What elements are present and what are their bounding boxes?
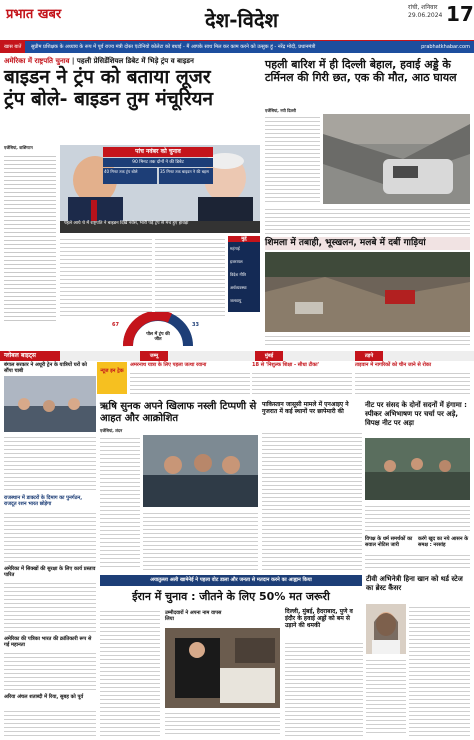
left-head-6: अरिया अंचल शताब्दी में रिया, सुबह को पूर्व: [4, 694, 84, 700]
issues-sidebar: [228, 236, 260, 312]
strip-col1-label: जम्मू: [140, 351, 168, 361]
lead-headline-2: ट्रंप बोले- बाइडन तुम मंचूरियन: [4, 87, 214, 110]
strip-col2-headline: 18 से 'निशुल्क शिक्षा - सीधा टीका': [252, 362, 320, 368]
strip-col2-text: [252, 370, 352, 396]
left-head-3: राजस्थान में डाक्टरों के दिमाग का पुनर्गठन, राजदूत रशन भारत छोड़ेगा: [4, 495, 83, 507]
sunak-dateline: एजेंसियां, लंदन: [100, 428, 123, 433]
poll-widget: [108, 312, 208, 348]
iran-body-1: [100, 608, 160, 736]
issue-date: 29.06.2024: [408, 12, 443, 19]
parliament-photo: [365, 438, 470, 500]
page-number: 17: [446, 2, 474, 26]
strip-col3-headline: ताइवान में नागरिकों को चीन जाने से रोका: [355, 362, 432, 368]
iran-body-2: [165, 710, 280, 736]
left-body-5: [4, 708, 96, 736]
ticker-bar: [0, 41, 474, 53]
shimla-headline: शिमला में तबाही, भूस्खलन, मलबे में दबीं गाड़ियां: [265, 237, 470, 250]
hina-photo: [366, 604, 406, 654]
crowd-photo: [4, 376, 96, 432]
kharge-head: करंगे खुद का नये आसन के समक्ष : नरसांह: [418, 536, 469, 548]
left-body-1: [4, 434, 96, 492]
left-body-2: [4, 510, 96, 564]
left-head-5: अमेरिका की पत्रिका भारत की क्रांतिकारी रूप से गई महानता: [4, 636, 92, 648]
delhi-body-text-2: [265, 206, 470, 236]
shimla-caption: [265, 333, 470, 345]
section-title: देश-विदेश: [205, 8, 279, 32]
delhi-headline: पहली बारिश में ही दिल्ली बेहाल, हवाई अड्डे के टर्मिनल की गिरी छत, एक की मौत, आठ घायल: [265, 58, 457, 84]
iran-photo: [165, 628, 280, 708]
collapsed-roof-photo: [323, 114, 470, 204]
global-bites-label: ग्लोबल बाइट्स: [0, 351, 60, 361]
strip-col1-text: [130, 370, 250, 396]
site-address: prabhatkhabar.com: [421, 44, 470, 50]
news-in-track-badge: न्यूज इन ट्रेक: [97, 362, 127, 394]
neet-body: [365, 503, 470, 533]
delhi-photo: [323, 114, 470, 204]
poll-donut: [108, 312, 208, 348]
strip-col1-headline: अमरनाथ यात्रा के लिए पहला जत्था रवाना: [130, 362, 207, 368]
shimla-photo: [265, 252, 470, 332]
ticker-tag: खास बातें: [0, 41, 25, 53]
lead-kicker: अमेरिका में राष्ट्रपति चुनाव: [4, 57, 70, 65]
left-head-4: अमेरिका में सिक्खों की सुरक्षा के लिए कार्य प्रस्ताव पारित: [4, 566, 96, 578]
left-photo: [4, 376, 96, 432]
sunak-photo: [143, 435, 258, 507]
issue-item: इजरायल: [230, 259, 243, 264]
sunak-body-1: [100, 435, 140, 570]
stat-debate-time: 90 मिनट तक दोनों ने की डिबेट: [103, 158, 213, 167]
poll-right-value: 33: [192, 322, 199, 328]
airport-threat-headline: दिल्ली, मुंबई, हैदराबाद, पुणे व इंदौर के हवाई अड्डों को बम से उड़ाने की धमकी: [285, 608, 353, 629]
poll-left-value: 67: [112, 322, 119, 328]
lead-dateline: एजेंसियां, वाशिंगटन: [4, 145, 33, 150]
hina-body: [409, 604, 470, 736]
left-body-4: [4, 650, 96, 692]
lead-body-col-2: [60, 236, 152, 316]
iran-banner: अयातुल्ला अली खामेनेई ने पहला वोट डाला और जनता से मतदान करने का आह्वान किया: [100, 575, 362, 586]
strip-col3-label: तड़पे: [355, 351, 383, 361]
ticker-text: सुप्रीम प्रशिक्षक के अध्याय के रूप में पूर्व राज्य मंत्री दोस्त एंटोनियो कोलेटा को बधाई - मैं आपके साथ मिल कर काम करने को उत्सुक हूं - नरेंद्र मोदी, प्रधानमंत्री: [30, 44, 316, 50]
opposition-body: [365, 552, 470, 570]
brand-logo: प्रभात खबर: [6, 7, 62, 22]
hina-headline: टीवी अभिनेत्री हिना खान को थर्ड स्टेज का ब्रेस्ट कैंसर: [366, 575, 463, 592]
left-body-3: [4, 580, 96, 634]
issues-title: मुद्दे: [228, 236, 260, 242]
news-strip: [0, 351, 474, 361]
lead-photo-caption: पहले आये थे में राष्ट्रपति ने बाइडन दिखे नर्वस, भारी पड़े ट्रंप से मंच हुए हावड़ा: [60, 221, 260, 233]
issue-item: अर्थव्यवस्था: [230, 285, 247, 290]
sunak-family-photo: [143, 435, 258, 507]
airport-threat-body: [285, 640, 363, 736]
lead-subhead: पहली प्रेसिडेंशियल डिबेट में भिड़े ट्रंप व बाइडन: [76, 57, 194, 65]
iran-subhead: उम्मीदवारों ने अपना नाम वापस लिया: [165, 610, 222, 622]
lead-headline-1: बाइडन ने ट्रंप को बताया लूजर: [4, 66, 211, 88]
opposition-head: विपक्ष के धर्म समर्थकों का सवाल नोटिस जारी: [365, 536, 413, 548]
sunak-body-2: [143, 510, 258, 570]
left-head-1: बंगाल सरकार ने अधूरी ट्रेन के यात्रियों घरों को सौंपा चाबी: [4, 362, 87, 374]
strip-col3-text: [355, 370, 470, 396]
issue-item: विदेश नीति: [230, 272, 246, 277]
sunak-headline: ऋषि सुनक अपने खिलाफ नस्ली टिप्पणी से आहत और आक्रोशित: [100, 401, 257, 424]
espionage-headline: पाकिस्तान जासूसी मामले में एनआइए ने गुजरात में कई स्थानों पर छापेमारी की: [262, 401, 349, 415]
parliament-photo-art: [365, 438, 470, 500]
issue-item: महंगाई: [230, 246, 240, 251]
issue-item: जलवायु: [230, 298, 242, 303]
delhi-dateline: एजेंसियां, नयी दिल्ली: [265, 108, 296, 113]
stat-biden: 35 मिनट तक बाइडन ने की बहस: [159, 168, 213, 184]
espionage-body: [262, 430, 362, 570]
lead-text-column: [4, 145, 56, 321]
lead-body-text: [4, 153, 56, 321]
strip-col2-label: मुंबई: [255, 351, 283, 361]
date-block: [408, 4, 442, 20]
actress-photo: [366, 604, 406, 654]
lead-story: अमेरिका में राष्ट्रपति चुनाव | पहली प्रेसिडेंशियल डिबेट में भिड़े ट्रंप व बाइडन बाइडन ने ट्रंप को बताया लूजर ट्रंप बोले- बाइडन तुम मंचूरियन: [4, 57, 259, 110]
masthead: [0, 0, 474, 42]
landslide-photo: [265, 252, 470, 332]
election-box-title: पांच नवंबर को चुनाव: [103, 147, 213, 157]
hina-body-2: [366, 657, 406, 736]
delhi-body-text: [265, 114, 320, 204]
neet-headline: नीट पर संसद के दोनों सदनों में हंगामा : स्पीकर अभिभाषण पर चर्चा पर अड़े, विपक्ष नीट पर अड़ा: [365, 401, 467, 427]
lead-body-col-3: [155, 236, 225, 316]
voting-photo: [165, 628, 280, 708]
city-label: रांची, शनिवार: [408, 4, 438, 11]
iran-headline: ईरान में चुनाव : जीतने के लिए 50% मत जरूरी: [132, 590, 330, 603]
stat-trump: 40 मिनट तक ट्रंप बोले: [103, 168, 157, 184]
poll-label: पोल में ट्रंप की जीत: [146, 332, 170, 342]
